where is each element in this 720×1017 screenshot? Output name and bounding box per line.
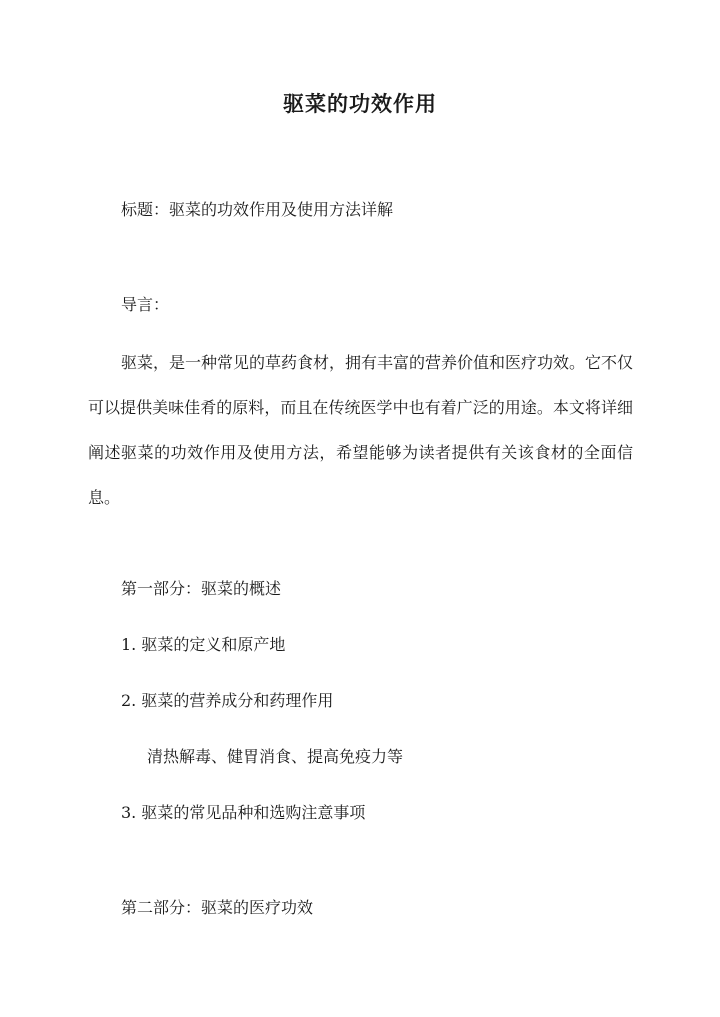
list-item-detail: 清热解毒、健胃消食、提高免疫力等 xyxy=(147,747,404,766)
document-subtitle: 标题：驱菜的功效作用及使用方法详解 xyxy=(121,200,394,219)
page-title: 驱菜的功效作用 xyxy=(283,91,437,116)
list-item: 3. 驱菜的常见品种和选购注意事项 xyxy=(121,803,366,822)
intro-paragraph: 驱菜，是一种常见的草药食材，拥有丰富的营养价值和医疗功效。它不仅可以提供美味佳肴的原料，而且在传统医学中也有着广泛的用途。本文将详细阐述驱菜的功效作用及使用方法，希望能够为读者提供有关该食材的全面信息。 xyxy=(88,353,634,507)
list-item: 2. 驱菜的营养成分和药理作用 xyxy=(121,691,334,710)
list-item: 1. 驱菜的定义和原产地 xyxy=(121,635,286,654)
part1-heading: 第一部分：驱菜的概述 xyxy=(121,579,282,598)
part2-heading: 第二部分：驱菜的医疗功效 xyxy=(121,898,314,917)
intro-heading: 导言： xyxy=(121,295,170,314)
